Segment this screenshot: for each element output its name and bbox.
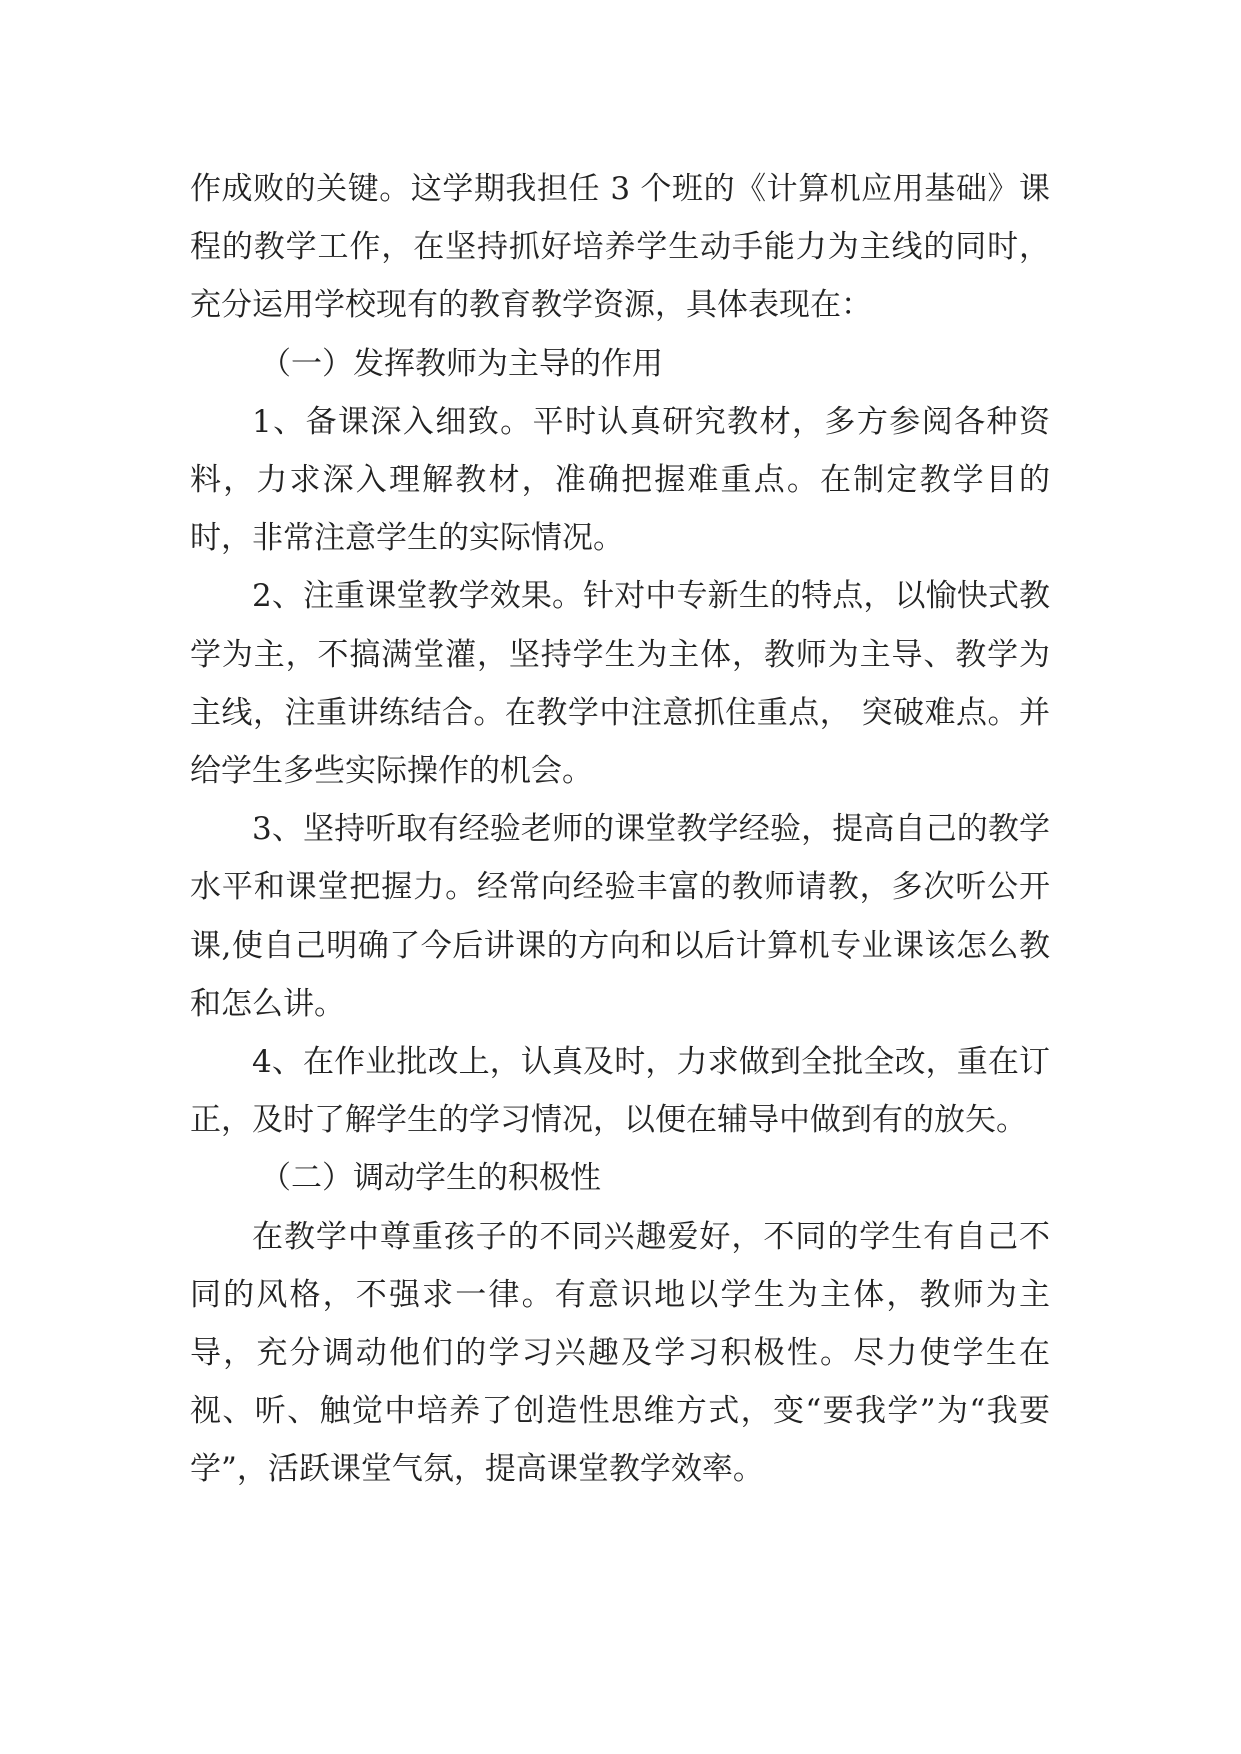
section-heading-1: （一）发挥教师为主导的作用 <box>260 345 663 382</box>
paragraph-item-4: 4、在作业批改上，认真及时，力求做到全批全改，重在订正，及时了解学生的学习情况，以便在辅导中做到有的放矢。 <box>190 1044 1050 1139</box>
paragraph-continuation: 作成败的关键。这学期我担任 3 个班的《计算机应用基础》课程的教学工作，在坚持抓好培养学生动手能力为主线的同时，充分运用学校现有的教育教学资源，具体表现在： <box>190 171 1050 324</box>
paragraph-item-3: 3、坚持听取有经验老师的课堂教学经验，提高自己的教学水平和课堂把握力。经常向经验丰富的教师请教，多次听公开课,使自己明确了今后讲课的方向和以后计算机专业课该怎么教和怎么讲。 <box>190 811 1050 1022</box>
document-body <box>190 160 1050 1499</box>
paragraph-item-2: 2、注重课堂教学效果。针对中专新生的特点，以愉快式教学为主，不搞满堂灌，坚持学生为主体，教师为主导、教学为主线，注重讲练结合。在教学中注意抓住重点， 突破难点。并给学生多些实际操作的机会。 <box>190 578 1050 790</box>
paragraph-item-1: 1、备课深入细致。平时认真研究教材，多方参阅各种资料，力求深入理解教材，准确把握难重点。在制定教学目的时，非常注意学生的实际情况。 <box>190 403 1050 557</box>
paragraph-body: 在教学中尊重孩子的不同兴趣爱好，不同的学生有自己不同的风格，不强求一律。有意识地以学生为主体，教师为主导，充分调动他们的学习兴趣及学习积极性。尽力使学生在视、听、触觉中培养了创造性思维方式，变“要我学”为“我要学”，活跃课堂气氛，提高课堂教学效率。 <box>190 1218 1050 1488</box>
section-heading-2: （二）调动学生的积极性 <box>260 1160 601 1197</box>
